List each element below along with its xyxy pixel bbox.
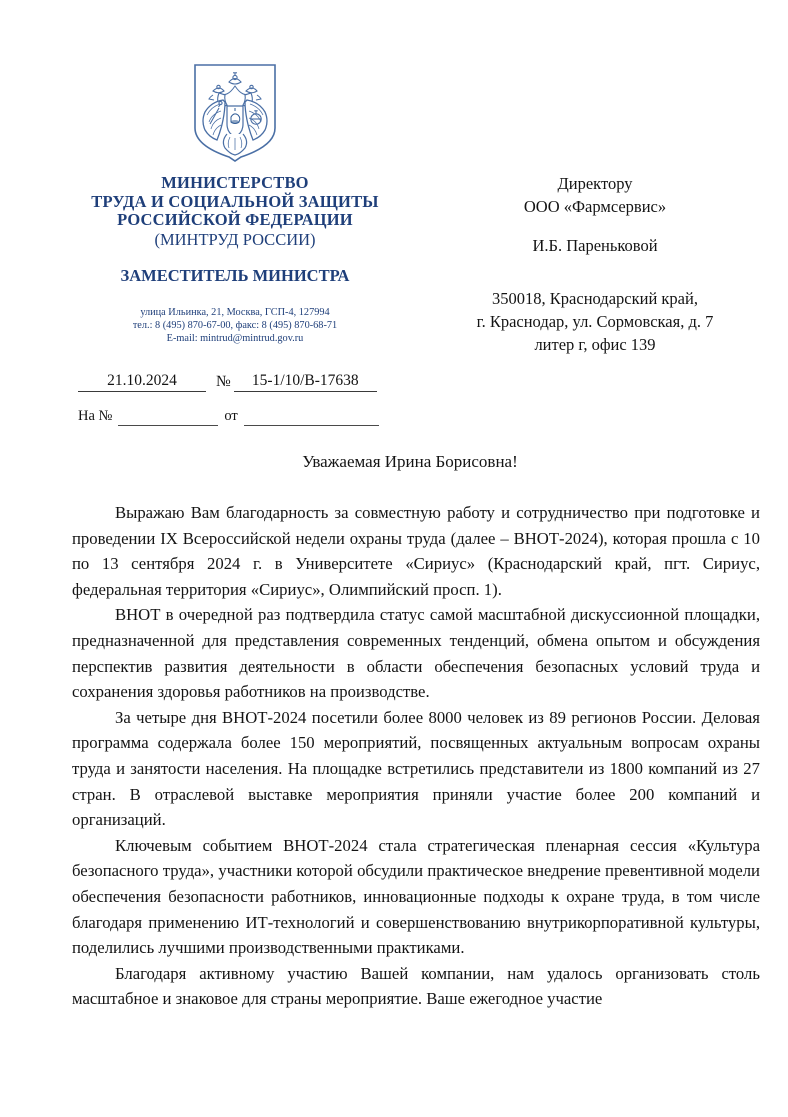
ministry-name-line-3: РОССИЙСКОЙ ФЕДЕРАЦИИ bbox=[117, 210, 353, 229]
on-reference-date-blank bbox=[244, 412, 379, 426]
reference-row bbox=[78, 372, 378, 392]
body-paragraph: Выражаю Вам благодарность за совместную работу и сотрудничество при подготовке и проведении IX Всероссийской недели охраны труда (далее – ВНОТ-2024), которая прошла с 10 по 13 сентября 2024 г. в Университете «Сириус» (Краснодарский край, пгт. Сириус, федеральная территория «Сириус», Олимпийский просп. 1). bbox=[72, 503, 760, 599]
incoming-reference-row bbox=[78, 408, 388, 426]
addressee-spacer-2 bbox=[430, 257, 760, 287]
on-reference-from-label: от bbox=[224, 408, 238, 424]
addressee-address-line-2: г. Краснодар, ул. Сормовская, д. 7 bbox=[476, 312, 714, 331]
letter-date: 21.10.2024 bbox=[78, 372, 206, 392]
contact-address: улица Ильинка, 21, Москва, ГСП-4, 127994 bbox=[140, 306, 330, 318]
body-paragraph: За четыре дня ВНОТ-2024 посетили более 8000 человек из 89 регионов России. Деловая программа содержала более 150 мероприятий, посвященных актуальным вопросам охраны труда и занятости населения. На площадке встретились представители из 1800 компаний из 27 стран. В отраслевой выставке мероприятия приняли участие более 200 компаний и организаций. bbox=[72, 707, 760, 830]
salutation: Уважаемая Ирина Борисовна! bbox=[302, 452, 518, 471]
letterhead bbox=[60, 62, 410, 345]
contact-phone: тел.: 8 (495) 870-67-00, факс: 8 (495) 870-68-71 bbox=[132, 319, 338, 331]
addressee-address-line-1: 350018, Краснодарский край, bbox=[492, 289, 698, 308]
russian-coat-of-arms-icon bbox=[189, 62, 281, 166]
letter-number: 15-1/10/В-17638 bbox=[234, 372, 377, 392]
on-reference-label: На № bbox=[78, 408, 113, 424]
ministry-short-name: (МИНТРУД РОССИИ) bbox=[154, 229, 316, 249]
addressee-organization: ООО «Фармсервис» bbox=[523, 197, 667, 216]
body-paragraph: Ключевым событием ВНОТ-2024 стала стратегическая пленарная сессия «Культура безопасного труда», участники которой обсудили практическое внедрение превентивной модели обеспечения безопасности работников, инновационные подходы к охране труда, в том числе благодаря применению ИТ-технологий и совершенствованию внутрикорпоративной культуры, поделились лучшими производственными практиками. bbox=[72, 835, 760, 958]
addressee-position: Директору bbox=[557, 174, 633, 193]
contact-block bbox=[60, 306, 410, 346]
addressee-block bbox=[430, 172, 760, 356]
ministry-name-line-2: ТРУДА И СОЦИАЛЬНОЙ ЗАЩИТЫ bbox=[91, 191, 379, 211]
ministry-name-line-1: МИНИСТЕРСТВО bbox=[161, 173, 309, 192]
position-title: ЗАМЕСТИТЕЛЬ МИНИСТРА bbox=[120, 265, 350, 285]
contact-email: E-mail: mintrud@mintrud.gov.ru bbox=[166, 332, 304, 344]
addressee-name: И.Б. Пареньковой bbox=[532, 236, 658, 255]
addressee-spacer-1 bbox=[430, 218, 760, 234]
on-reference-number-blank bbox=[118, 412, 218, 426]
addressee-address-line-3: литер г, офис 139 bbox=[534, 335, 656, 354]
number-sign: № bbox=[216, 373, 231, 390]
letter-body bbox=[72, 500, 760, 1012]
body-paragraph: ВНОТ в очередной раз подтвердила статус самой масштабной дискуссионной площадки, предназначенной для представления современных тенденций, обмена опытом и обсуждения перспектив развития деятельности в области обеспечения безопасных условий труда и сохранения здоровья работников на производстве. bbox=[72, 605, 760, 702]
body-paragraph: Благодаря активному участию Вашей компании, нам удалось организовать столь масштабное и знаковое для страны мероприятие. Ваше ежегодное участие bbox=[72, 963, 760, 1009]
